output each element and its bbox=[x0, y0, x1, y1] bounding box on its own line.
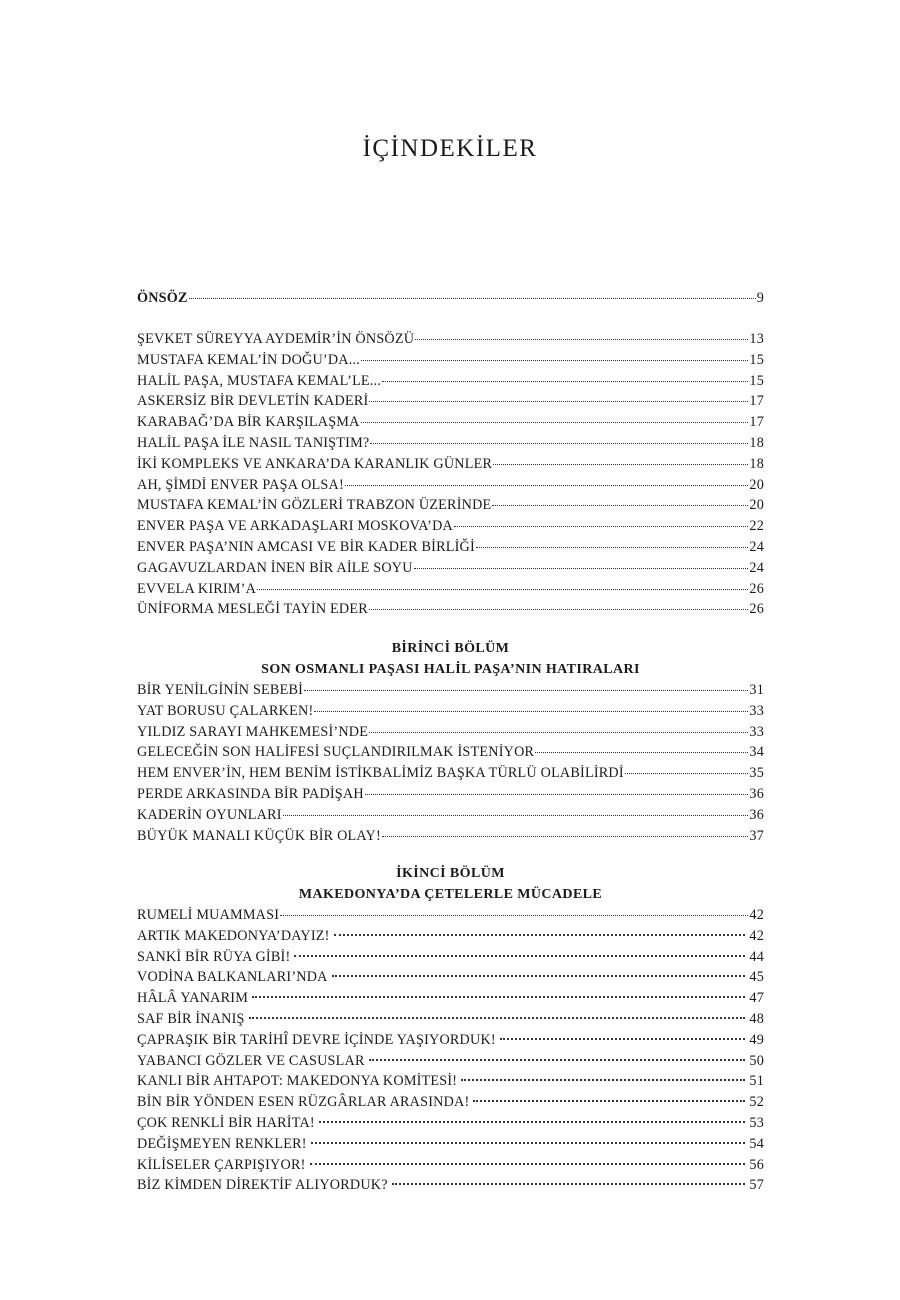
dot-leader bbox=[334, 933, 746, 936]
toc-part-2 bbox=[137, 863, 764, 1196]
toc-entry-page: 57 bbox=[749, 1177, 764, 1194]
dot-leader bbox=[361, 421, 749, 423]
toc-entry[interactable] bbox=[137, 1030, 764, 1051]
toc-entry[interactable] bbox=[137, 1092, 764, 1113]
toc-entry-title: KİLİSELER ÇARPIŞIYOR! bbox=[137, 1156, 306, 1173]
toc-entry[interactable] bbox=[137, 967, 764, 988]
dot-leader bbox=[311, 1141, 746, 1144]
toc-entry-page: 47 bbox=[749, 990, 764, 1007]
dot-leader bbox=[369, 608, 749, 610]
toc-entry-page: 49 bbox=[749, 1031, 764, 1048]
toc-entry[interactable] bbox=[137, 701, 764, 722]
toc-entry-page: 15 bbox=[749, 372, 764, 389]
dot-leader bbox=[492, 504, 748, 506]
toc-entry-title: GAGAVUZLARDAN İNEN BİR AİLE SOYU bbox=[137, 559, 413, 576]
toc-entry-title: ÖNSÖZ bbox=[137, 290, 188, 306]
toc-entry[interactable] bbox=[137, 947, 764, 968]
dot-leader bbox=[361, 359, 748, 361]
toc-entry-title: GELECEĞİN SON HALİFESİ SUÇLANDIRILMAK İSTENİYOR bbox=[137, 744, 535, 761]
part-label: BİRİNCİ BÖLÜM bbox=[391, 641, 510, 656]
toc-entry-page: 36 bbox=[749, 806, 764, 823]
toc-entry[interactable] bbox=[137, 722, 764, 743]
toc-entry[interactable] bbox=[137, 371, 764, 392]
dot-leader bbox=[280, 914, 748, 916]
dot-leader bbox=[332, 974, 746, 977]
dot-leader bbox=[415, 338, 748, 340]
toc-entry-page: 54 bbox=[749, 1135, 764, 1152]
dot-leader bbox=[493, 463, 748, 465]
toc-entry[interactable] bbox=[137, 558, 764, 579]
dot-leader bbox=[392, 1182, 746, 1185]
dot-leader bbox=[382, 380, 748, 382]
dot-leader bbox=[414, 567, 749, 569]
toc-entry-title: KARABAĞ’DA BİR KARŞILAŞMA bbox=[137, 414, 360, 431]
toc-entry[interactable] bbox=[137, 329, 764, 350]
dot-leader bbox=[370, 442, 748, 444]
toc-entry-title: YILDIZ SARAYI MAHKEMESİ’NDE bbox=[137, 723, 369, 740]
toc-entry[interactable] bbox=[137, 599, 764, 620]
toc-part-1 bbox=[137, 638, 764, 846]
dot-leader bbox=[304, 689, 748, 691]
toc-entry[interactable] bbox=[137, 1175, 764, 1196]
toc-entry-page: 22 bbox=[749, 518, 764, 535]
toc-entry-title: ENVER PAŞA VE ARKADAŞLARI MOSKOVA’DA bbox=[137, 518, 453, 535]
toc-entry[interactable] bbox=[137, 454, 764, 475]
toc-entry[interactable] bbox=[137, 475, 764, 496]
toc-entry[interactable] bbox=[137, 579, 764, 600]
toc-entry[interactable] bbox=[137, 763, 764, 784]
dot-leader bbox=[283, 814, 749, 816]
toc-entry-page: 20 bbox=[749, 476, 764, 493]
dot-leader bbox=[476, 546, 749, 548]
toc-entry-title: MUSTAFA KEMAL’İN GÖZLERİ TRABZON ÜZERİNDE bbox=[137, 497, 492, 514]
toc-entry-title: VODİNA BALKANLARI’NDA bbox=[137, 969, 328, 986]
toc-entry-title: MUSTAFA KEMAL’İN DOĞU’DA... bbox=[137, 351, 360, 368]
toc-entry[interactable] bbox=[137, 1071, 764, 1092]
dot-leader bbox=[365, 793, 749, 795]
toc-entry-title: AH, ŞİMDİ ENVER PAŞA OLSA! bbox=[137, 476, 344, 493]
toc-entry[interactable] bbox=[137, 516, 764, 537]
dot-leader bbox=[369, 400, 748, 402]
toc-entry-page: 51 bbox=[749, 1073, 764, 1090]
toc-entry-page: 37 bbox=[749, 827, 764, 844]
toc-entry-title: KADERİN OYUNLARI bbox=[137, 806, 282, 823]
toc-entry[interactable] bbox=[137, 495, 764, 516]
toc-entry-title: PERDE ARKASINDA BİR PADİŞAH bbox=[137, 785, 364, 802]
toc-entry-page: 44 bbox=[749, 948, 764, 965]
dot-leader bbox=[345, 484, 749, 486]
toc-part-1-list bbox=[137, 680, 764, 846]
toc-entry-title: YABANCI GÖZLER VE CASUSLAR bbox=[137, 1052, 365, 1069]
toc-entry-title: RUMELİ MUAMMASI bbox=[137, 907, 280, 923]
toc-entry-title: SAF BİR İNANIŞ bbox=[137, 1010, 245, 1027]
toc-entry-page: 18 bbox=[749, 434, 764, 451]
dot-leader bbox=[382, 835, 749, 837]
toc-entry-title: BİN BİR YÖNDEN ESEN RÜZGÂRLAR ARASINDA! bbox=[137, 1094, 470, 1111]
toc-entry-page: 35 bbox=[749, 765, 764, 782]
dot-leader bbox=[252, 995, 745, 998]
toc-entry-title: KANLI BİR AHTAPOT: MAKEDONYA KOMİTESİ! bbox=[137, 1073, 458, 1090]
toc-part-2-list bbox=[137, 905, 764, 1196]
toc-entry-page: 26 bbox=[749, 601, 764, 618]
dot-leader bbox=[369, 1058, 746, 1061]
toc-entry-page: 13 bbox=[749, 331, 764, 347]
toc-entry-title: ENVER PAŞA’NIN AMCASI VE BİR KADER BİRLİĞİ bbox=[137, 538, 475, 555]
toc-entry-page: 17 bbox=[749, 393, 764, 410]
toc-entry[interactable] bbox=[137, 350, 764, 371]
toc-entry-title: YAT BORUSU ÇALARKEN! bbox=[137, 702, 314, 719]
toc-entry[interactable] bbox=[137, 988, 764, 1009]
toc-entry[interactable] bbox=[137, 1155, 764, 1176]
toc-entry-page: 15 bbox=[749, 351, 764, 368]
toc-entry-page: 24 bbox=[749, 538, 764, 555]
toc-entry[interactable] bbox=[137, 1051, 764, 1072]
part-label: İKİNCİ BÖLÜM bbox=[396, 866, 505, 881]
toc-intro-list bbox=[137, 329, 764, 620]
toc-entry[interactable] bbox=[137, 412, 764, 433]
dot-leader bbox=[500, 1037, 746, 1040]
toc-entry-title: ÇOK RENKLİ BİR HARİTA! bbox=[137, 1114, 315, 1131]
toc-entry[interactable] bbox=[137, 1009, 764, 1030]
toc-entry-title: ARTIK MAKEDONYA’DAYIZ! bbox=[137, 927, 330, 944]
toc-entry-page: 20 bbox=[749, 497, 764, 514]
toc-entry-title: BİZ KİMDEN DİREKTİF ALIYORDUK? bbox=[137, 1177, 388, 1194]
toc-entry-title: BÜYÜK MANALI KÜÇÜK BİR OLAY! bbox=[137, 827, 381, 844]
toc-entry[interactable] bbox=[137, 926, 764, 947]
toc-entry[interactable] bbox=[137, 391, 764, 412]
toc-entry-page: 36 bbox=[749, 785, 764, 802]
toc-entry-page: 17 bbox=[749, 414, 764, 431]
toc-entry-page: 42 bbox=[749, 907, 764, 923]
toc-entry[interactable] bbox=[137, 680, 764, 701]
toc-entry[interactable] bbox=[137, 537, 764, 558]
dot-leader bbox=[625, 772, 749, 774]
toc-entry-title: HÂLÂ YANARIM bbox=[137, 990, 249, 1007]
toc-entry-page: 18 bbox=[749, 455, 764, 472]
toc-entry-page: 34 bbox=[749, 744, 764, 761]
toc-entry-page: 33 bbox=[749, 702, 764, 719]
dot-leader bbox=[314, 710, 748, 712]
toc-entry-page: 42 bbox=[749, 927, 764, 944]
toc-entry-title: SANKİ BİR RÜYA GİBİ! bbox=[137, 948, 291, 965]
toc-entry-page: 9 bbox=[756, 290, 764, 306]
dot-leader bbox=[294, 954, 745, 957]
toc-entry-title: ŞEVKET SÜREYYA AYDEMİR’İN ÖNSÖZÜ bbox=[137, 331, 415, 347]
toc-preface bbox=[137, 288, 764, 309]
toc-entry-title: ÜNİFORMA MESLEĞİ TAYİN EDER bbox=[137, 601, 368, 618]
dot-leader bbox=[535, 751, 748, 753]
dot-leader bbox=[310, 1162, 746, 1165]
dot-leader bbox=[369, 731, 748, 733]
part-title: MAKEDONYA’DA ÇETELERLE MÜCADELE bbox=[298, 887, 603, 902]
toc-entry-page: 50 bbox=[749, 1052, 764, 1069]
dot-leader bbox=[249, 1016, 746, 1019]
toc-entry-title: DEĞİŞMEYEN RENKLER! bbox=[137, 1135, 307, 1152]
toc-entry-page: 52 bbox=[749, 1094, 764, 1111]
toc-entry-page: 48 bbox=[749, 1010, 764, 1027]
toc-entry[interactable] bbox=[137, 433, 764, 454]
toc-entry-page: 45 bbox=[749, 969, 764, 986]
toc-entry-title: HEM ENVER’İN, HEM BENİM İSTİKBALİMİZ BAŞKA TÜRLÜ OLABİLİRDİ bbox=[137, 765, 624, 782]
dot-leader bbox=[473, 1099, 745, 1102]
toc-entry-page: 56 bbox=[749, 1156, 764, 1173]
part-title: SON OSMANLI PAŞASI HALİL PAŞA’NIN HATIRALARI bbox=[261, 662, 640, 677]
toc-entry-page: 33 bbox=[749, 723, 764, 740]
toc-entry-title: EVVELA KIRIM’A bbox=[137, 580, 257, 597]
toc-entry-page: 53 bbox=[749, 1114, 764, 1131]
page-title: İÇİNDEKİLER bbox=[362, 134, 538, 162]
dot-leader bbox=[189, 297, 756, 299]
toc-entry[interactable] bbox=[137, 805, 764, 826]
toc-entry[interactable] bbox=[137, 1113, 764, 1134]
toc-entry-title: ÇAPRAŞIK BİR TARİHÎ DEVRE İÇİNDE YAŞIYORDUK! bbox=[137, 1031, 496, 1048]
dot-leader bbox=[461, 1078, 745, 1081]
toc-entry-title: ASKERSİZ BİR DEVLETİN KADERİ bbox=[137, 393, 369, 410]
toc-entry-page: 26 bbox=[749, 580, 764, 597]
dot-leader bbox=[257, 588, 748, 590]
toc-entry[interactable] bbox=[137, 288, 764, 309]
toc-entry[interactable] bbox=[137, 742, 764, 763]
toc-entry-title: BİR YENİLGİNİN SEBEBİ bbox=[137, 682, 304, 698]
toc-entry-title: HALİL PAŞA, MUSTAFA KEMAL’LE... bbox=[137, 372, 382, 389]
toc-entry[interactable] bbox=[137, 784, 764, 805]
toc-entry-page: 24 bbox=[749, 559, 764, 576]
toc-entry[interactable] bbox=[137, 826, 764, 847]
dot-leader bbox=[319, 1120, 746, 1123]
dot-leader bbox=[454, 525, 748, 527]
toc-entry-title: İKİ KOMPLEKS VE ANKARA’DA KARANLIK GÜNLER bbox=[137, 455, 493, 472]
toc-entry[interactable] bbox=[137, 1134, 764, 1155]
toc-entry-title: HALİL PAŞA İLE NASIL TANIŞTIM? bbox=[137, 434, 370, 451]
toc-entry-page: 31 bbox=[749, 682, 764, 698]
toc-entry[interactable] bbox=[137, 905, 764, 926]
